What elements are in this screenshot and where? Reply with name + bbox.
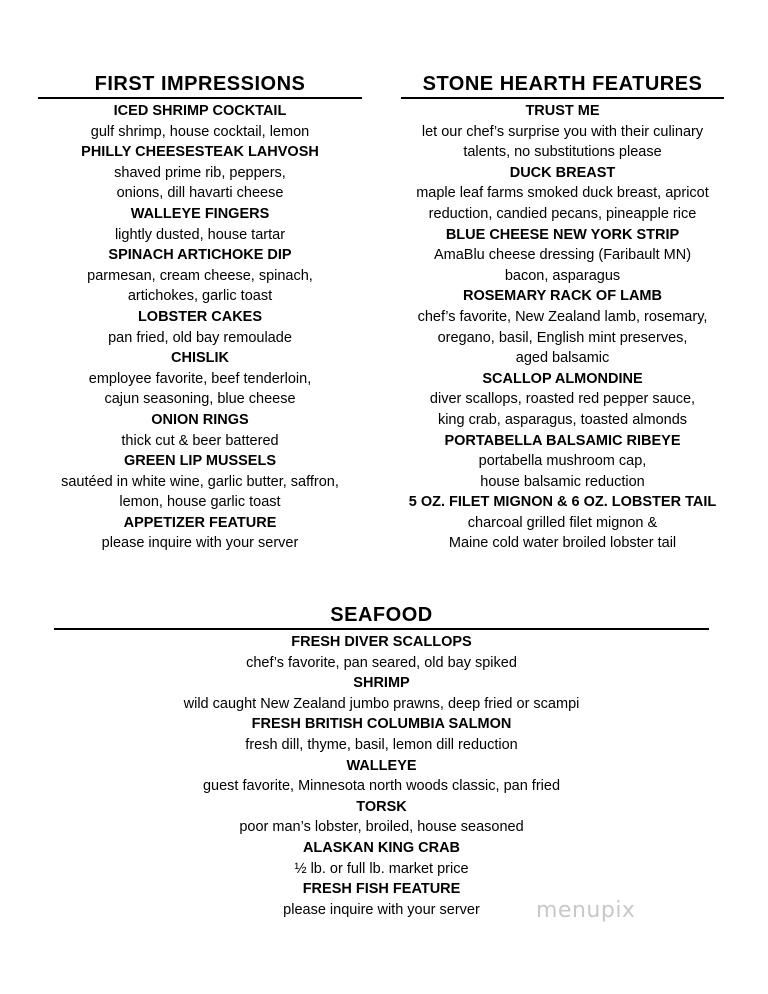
menu-item [38, 142, 362, 204]
menu-item-description: Maine cold water broiled lobster tail [448, 535, 677, 552]
menu-item [38, 245, 362, 307]
menu-item-description: sautéed in white wine, garlic butter, saffron, [61, 473, 339, 490]
menu-item [401, 369, 724, 431]
menu-item [401, 492, 724, 554]
section-divider [38, 97, 362, 99]
menu-item [54, 673, 709, 714]
menu-item [54, 714, 709, 755]
watermark-logo: menupix [536, 898, 636, 923]
menu-item [54, 632, 709, 673]
first-impressions-section [38, 72, 362, 554]
menu-item [38, 101, 362, 142]
menu-item-description: lemon, house garlic toast [119, 494, 281, 511]
menu-item-description: AmaBlu cheese dressing (Faribault MN) [433, 247, 692, 264]
menu-item-description: please inquire with your server [101, 535, 299, 552]
section-title: FIRST IMPRESSIONS [94, 73, 306, 95]
menu-item [54, 797, 709, 838]
menu-item-name: ICED SHRIMP COCKTAIL [113, 103, 287, 119]
menu-item-name: PORTABELLA BALSAMIC RIBEYE [444, 432, 681, 449]
menu-item-description: onions, dill havarti cheese [116, 185, 284, 202]
menu-item [38, 204, 362, 245]
menu-item-description: poor man’s lobster, broiled, house seasoned [239, 819, 524, 836]
menu-item-description: parmesan, cream cheese, spinach, [87, 267, 313, 284]
menu-item-description: bacon, asparagus [504, 267, 621, 284]
menu-item-name: APPETIZER FEATURE [123, 514, 277, 531]
menu-item-description: portabella mushroom cap, [478, 453, 647, 470]
menu-item-description: house balsamic reduction [480, 473, 645, 490]
menu-item-name: 5 OZ. FILET MIGNON & 6 OZ. LOBSTER TAIL [408, 494, 717, 511]
menu-item-name: SHRIMP [353, 675, 410, 692]
menu-item-description: lightly dusted, house tartar [114, 226, 286, 243]
menu-item-description: thick cut & beer battered [121, 432, 279, 449]
menu-item-description: shaved prime rib, peppers, [114, 164, 286, 181]
menu-item-description: diver scallops, roasted red pepper sauce, [429, 391, 696, 408]
menu-item-name: GREEN LIP MUSSELS [123, 453, 276, 470]
menu-item [401, 101, 724, 163]
menu-item-description: chef’s favorite, pan seared, old bay spiked [246, 654, 517, 671]
menu-item-description: gulf shrimp, house cocktail, lemon [90, 123, 310, 140]
menu-item-description: artichokes, garlic toast [127, 288, 273, 305]
menu-item-name: ALASKAN KING CRAB [302, 839, 461, 856]
section-title: STONE HEARTH FEATURES [422, 73, 703, 95]
menu-item-description: reduction, candied pecans, pineapple rice [428, 205, 697, 222]
menu-item-name: TORSK [356, 798, 407, 815]
menu-item-description: pan fried, old bay remoulade [108, 329, 292, 346]
menu-item [38, 451, 362, 513]
menu-item-description: talents, no substitutions please [463, 144, 662, 161]
menu-item-description: ½ lb. or full lb. market price [294, 860, 469, 877]
menu-item-description: cajun seasoning, blue cheese [104, 391, 296, 408]
menu-item-name: BLUE CHEESE NEW YORK STRIP [445, 226, 680, 243]
menu-item-name: CHISLIK [171, 350, 229, 367]
section-title: SEAFOOD [330, 604, 433, 626]
menu-item-description: aged balsamic [515, 350, 610, 367]
menu-item-description: let our chef’s surprise you with their culinary [421, 123, 704, 140]
menu-item-description: oregano, basil, English mint preserves, [437, 329, 688, 346]
menu-item-description: employee favorite, beef tenderloin, [88, 370, 312, 387]
menu-item [38, 348, 362, 410]
menu-item-description: fresh dill, thyme, basil, lemon dill reduction [245, 736, 518, 753]
menu-item [401, 431, 724, 493]
menu-item [54, 838, 709, 879]
menu-item-name: FRESH BRITISH COLUMBIA SALMON [251, 716, 512, 733]
menu-item-name: ONION RINGS [151, 411, 249, 428]
menu-item-name: LOBSTER CAKES [137, 308, 263, 325]
menu-item-name: TRUST ME [525, 103, 600, 119]
menu-item-description: please inquire with your server [283, 901, 480, 918]
menu-item-name: SCALLOP ALMONDINE [482, 370, 643, 387]
menu-item-name: WALLEYE FINGERS [130, 205, 270, 222]
menu-item-description: wild caught New Zealand jumbo prawns, deep fried or scampi [183, 695, 580, 712]
menu-item-description: charcoal grilled filet mignon & [467, 514, 658, 531]
seafood-section [54, 603, 709, 920]
menu-item [401, 286, 724, 368]
menu-item [38, 513, 362, 554]
menu-item [401, 225, 724, 287]
menu-item-description: king crab, asparagus, toasted almonds [437, 411, 688, 428]
menu-item-name: PHILLY CHEESESTEAK LAHVOSH [81, 144, 319, 161]
menu-item-name: ROSEMARY RACK OF LAMB [463, 288, 662, 305]
menu-item-description: guest favorite, Minnesota north woods classic, pan fried [202, 778, 561, 795]
menu-item-name: DUCK BREAST [509, 164, 616, 181]
section-divider [401, 97, 724, 99]
menu-item-name: SPINACH ARTICHOKE DIP [108, 247, 292, 264]
menu-item-list [401, 101, 724, 554]
menu-item-description: maple leaf farms smoked duck breast, apricot [416, 185, 709, 202]
menu-item-list [54, 632, 709, 920]
menu-item [54, 756, 709, 797]
menu-item-name: FRESH FISH FEATURE [302, 881, 461, 898]
stone-hearth-section [401, 72, 724, 554]
section-divider [54, 628, 709, 630]
menu-item-list [38, 101, 362, 554]
menu-item-name: WALLEYE [346, 757, 417, 774]
menu-item-name: FRESH DIVER SCALLOPS [291, 634, 472, 650]
menu-item [38, 410, 362, 451]
menu-item [38, 307, 362, 348]
menu-item-description: chef’s favorite, New Zealand lamb, rosemary, [417, 308, 708, 325]
menu-item [401, 163, 724, 225]
